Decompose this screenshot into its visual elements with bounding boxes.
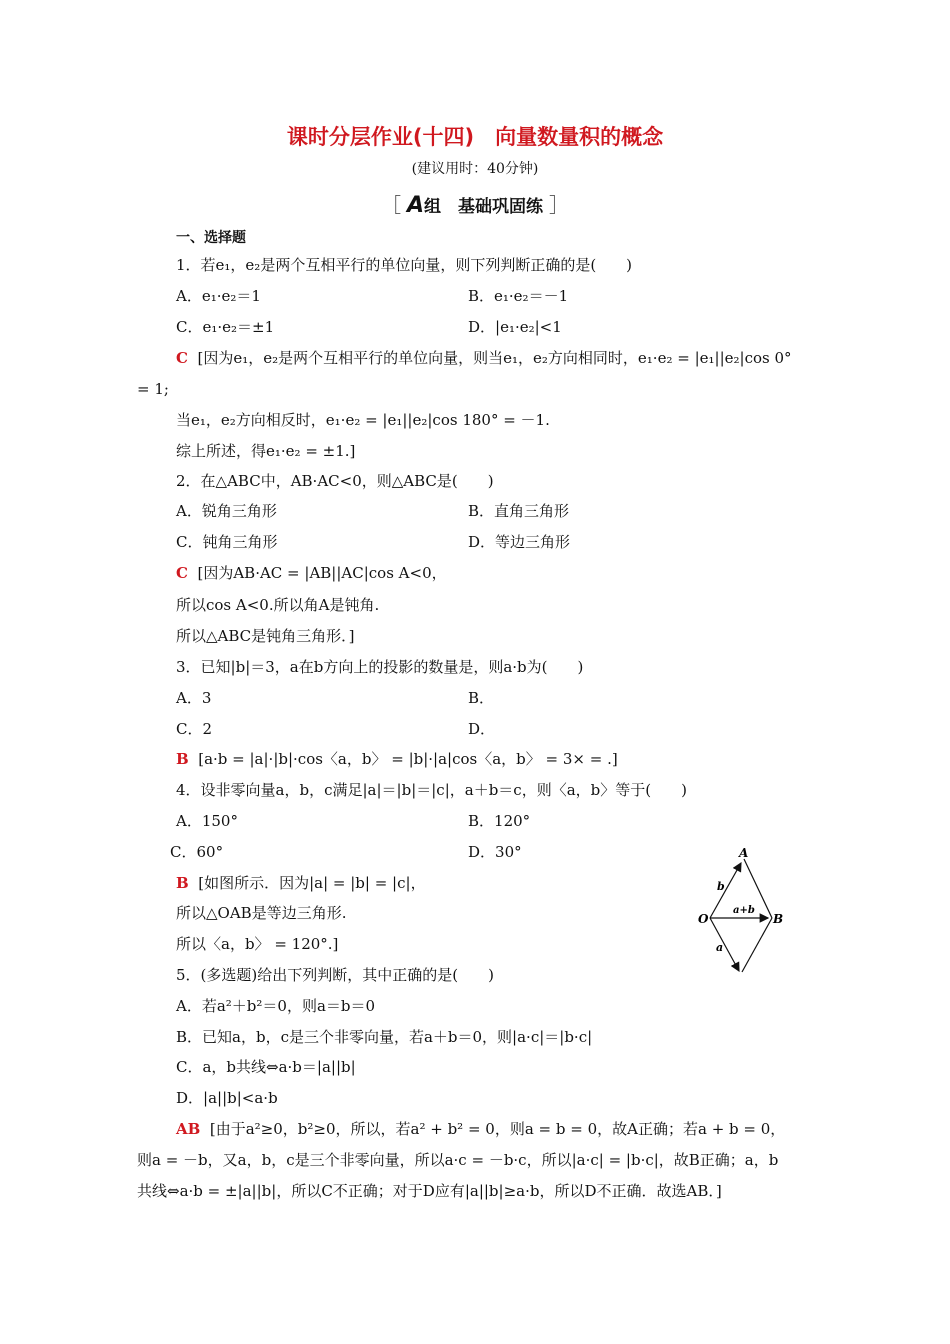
- side-b-bottom: [742, 918, 772, 972]
- label-O: O: [698, 912, 709, 926]
- group-heading: [0, 189, 950, 218]
- answer-5-key: AB: [176, 1120, 201, 1138]
- q3-option-c: C．2: [176, 720, 213, 738]
- label-a-plus-b: a+b: [733, 905, 755, 916]
- answer-5-line-2: 则a = －b，又a，b，c是三个非零向量，所以a·c = －b·c，所以|a·c| = |b·c|，故B正确；a，b: [137, 1151, 779, 1169]
- q5-option-a: A．若a²＋b²＝0，则a＝b＝0: [176, 997, 376, 1015]
- label-a: a: [716, 941, 724, 954]
- question-5: 5．(多选题)给出下列判断，其中正确的是( ): [176, 966, 494, 984]
- q4-option-c: C．60°: [170, 843, 224, 861]
- q2-option-c: C．钝角三角形: [176, 533, 278, 551]
- section-heading: 一、选择题: [176, 230, 246, 246]
- answer-1-line-1: [因为e₁，e₂是两个互相平行的单位向量，则当e₁，e₂方向相同时，e₁·e₂ = |e₁||e₂|cos 0°: [197, 349, 792, 367]
- q4-option-d: D．30°: [468, 843, 522, 861]
- answer-1-key: C: [176, 349, 188, 367]
- q3-option-d: D．: [468, 720, 496, 738]
- answer-3: [176, 748, 618, 770]
- group-label: 组 基础巩固练: [424, 197, 544, 217]
- q2-option-a: A．锐角三角形: [176, 502, 277, 520]
- label-b: b: [717, 880, 725, 893]
- q1-option-b: B．e₁·e₂＝－1: [468, 287, 569, 305]
- bracket-close: ］: [548, 193, 569, 217]
- q5-option-d: D．|a||b|<a·b: [176, 1089, 278, 1107]
- q2-option-b: B．直角三角形: [468, 502, 570, 520]
- label-A: A: [739, 846, 749, 860]
- answer-4-line-3: 所以〈a，b〉 = 120°.]: [176, 935, 339, 953]
- page-title: 课时分层作业(十四) 向量数量积的概念: [286, 125, 664, 149]
- q1-option-c: C．e₁·e₂＝±1: [176, 318, 275, 336]
- answer-4-line-2: 所以△OAB是等边三角形.: [176, 904, 347, 922]
- q2-option-d: D．等边三角形: [468, 533, 571, 551]
- answer-1: [176, 347, 792, 369]
- label-B: B: [773, 912, 784, 926]
- answer-1-line-2: = 1;: [137, 380, 169, 398]
- answer-2: [176, 562, 447, 584]
- vector-a: [710, 918, 739, 971]
- answer-3-line-1: [a·b = |a|·|b|·cos〈a，b〉 = |b|·|a|cos〈a，b〉 = 3× = .]: [198, 750, 618, 768]
- vector-figure: [690, 845, 790, 975]
- question-4: 4．设非零向量a，b，c满足|a|＝|b|＝|c|，a＋b＝c，则〈a，b〉等于( ): [176, 781, 687, 799]
- answer-1-line-3: 当e₁，e₂方向相反时，e₁·e₂ = |e₁||e₂|cos 180° = －1.: [176, 411, 550, 429]
- question-2: 2．在△ABC中，AB·AC<0，则△ABC是( ): [176, 472, 494, 490]
- answer-2-line-1: [因为AB·AC = |AB||AC|cos A<0，: [197, 564, 447, 582]
- answer-3-key: B: [176, 750, 189, 768]
- suggested-time: (建议用时：40分钟): [411, 161, 539, 177]
- answer-5-line-1: [由于a²≥0，b²≥0，所以，若a² + b² = 0，则a = b = 0，故A正确；若a + b = 0，: [209, 1120, 786, 1138]
- answer-2-key: C: [176, 564, 188, 582]
- q5-option-b: B．已知a，b，c是三个非零向量，若a＋b＝0，则|a·c|＝|b·c|: [176, 1028, 593, 1046]
- answer-1-line-4: 综上所述，得e₁·e₂ = ±1.]: [176, 442, 356, 460]
- answer-5-line-3: 共线⇔a·b = ±|a||b|，所以C不正确；对于D应有|a||b|≥a·b，所以D不正确．故选AB．]: [137, 1182, 722, 1200]
- answer-2-line-2: 所以cos A<0.所以角A是钝角.: [176, 596, 380, 614]
- q3-option-a: A．3: [176, 689, 212, 707]
- answer-4-line-1: [如图所示．因为|a| = |b| = |c|，: [198, 874, 426, 892]
- group-letter: A: [406, 193, 425, 218]
- question-1: 1．若e₁，e₂是两个互相平行的单位向量，则下列判断正确的是( ): [176, 256, 633, 274]
- answer-5: [176, 1118, 785, 1140]
- answer-4-key: B: [176, 874, 189, 892]
- bracket-open: ［: [381, 193, 402, 217]
- q4-option-a: A．150°: [176, 812, 238, 830]
- q1-option-d: D．|e₁·e₂|<1: [468, 318, 562, 336]
- answer-2-line-3: 所以△ABC是钝角三角形．]: [176, 627, 355, 645]
- q1-option-a: A．e₁·e₂＝1: [176, 287, 261, 305]
- q3-option-b: B．: [468, 689, 495, 707]
- q5-option-c: C．a，b共线⇔a·b＝|a||b|: [176, 1058, 356, 1076]
- q4-option-b: B．120°: [468, 812, 531, 830]
- question-3: 3．已知|b|＝3，a在b方向上的投影的数量是，则a·b为( ): [176, 658, 584, 676]
- answer-4: [176, 872, 426, 894]
